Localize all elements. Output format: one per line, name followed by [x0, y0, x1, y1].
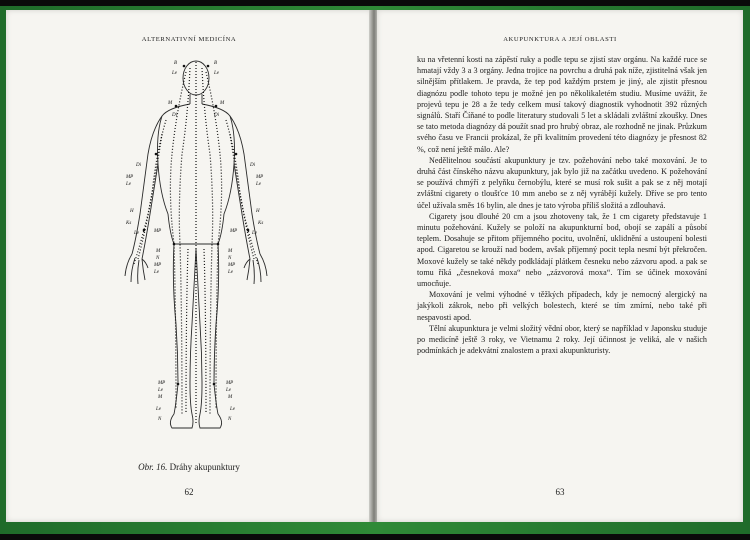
body-text	[417, 54, 707, 356]
meridian-label: Di	[136, 163, 141, 168]
meridian-label: Le	[228, 270, 233, 275]
meridian-label: N	[228, 417, 232, 422]
meridian-label: MP	[228, 263, 236, 268]
meridian-label: B	[214, 61, 218, 66]
paragraph: Tělní akupunktura je velmi složitý vědní obor, který se například v Japonsku studuje po medicíně ještě 3 roky, ve Vietnamu 2 roky. Její účinnost je veliká, ale v našich podmínkách je adekvátní znalostem a praxi akupunkturisty.	[417, 323, 707, 356]
meridian-paths	[134, 62, 258, 424]
meridian-label: Ks	[126, 221, 132, 226]
figure-caption-text: Dráhy akupunktury	[169, 462, 240, 472]
meridian-label: Le	[158, 388, 163, 393]
meridian-label: M	[228, 395, 233, 400]
meridian-label: Ks	[258, 221, 264, 226]
left-running-head: ALTERNATIVNÍ MEDICÍNA	[141, 36, 237, 43]
meridian-label: N	[156, 256, 160, 261]
paragraph: Nedělitelnou součástí akupunktury je tzv. požehování nebo také moxování. Je to druhá část čínského názvu akupunktury, jak bylo již na začátku uvedeno. K požehování se používá chmýří z pelyňku černobýlu, které se musí rok sušit a pak se z něj motají zvláštní cigarety o tloušťce 10 mm anebo se z něj vyrábějí kužely. Dříve se pro tento účel užívala směs 16 bylin, ale dnes je tato výroba příliš složitá a zdlouhavá.	[417, 155, 707, 210]
meridian-label: MP	[126, 175, 134, 180]
meridian-label: M	[158, 395, 163, 400]
figure-caption	[6, 462, 372, 472]
meridian-label: MP	[230, 229, 238, 234]
meridian-label: Le	[214, 71, 219, 76]
right-page-number: 63	[555, 487, 565, 497]
meridian-label: Di	[250, 163, 255, 168]
meridian-label: MP	[158, 381, 166, 386]
meridian-label: H	[130, 209, 134, 214]
meridian-label: Le	[156, 407, 161, 412]
meridian-label: MP	[154, 263, 162, 268]
paragraph: Cigarety jsou dlouhé 20 cm a jsou zhotoveny tak, že 1 cm cigarety představuje 1 minutu požehování. Kužely se položí na akupunkturní bod, obojí se zapálí a působí teplem. Dosahuje se přitom příjemného pocitu, uvolnění, uklidnění a ustoupení bolesti apod. Cigaretou se krouží nad bodem, avšak příjemný pocit tepla nesmí být překročen. Moxové kužely se také někdy podkládají plátkem česneku nebo zázvoru apod. a pak se tomu říká „česneková moxa“ nebo „zázvorová moxa“. Tím se účinek moxování umocňuje.	[417, 211, 707, 289]
meridian-label: Le	[126, 182, 131, 187]
meridian-label: Le	[230, 407, 235, 412]
left-page	[6, 10, 372, 522]
paragraph: Moxování je velmi výhodné v těžkých případech, kdy je nemocný alergický na jakýkoli zákrok, nebo při velkých bolestech, které se tím zmírní, nebo také při nespavosti apod.	[417, 290, 707, 322]
meridian-label: M	[156, 249, 161, 254]
meridian-label: Le	[134, 231, 139, 236]
meridian-label: H	[256, 209, 260, 214]
meridian-label: Le	[226, 388, 231, 393]
meridian-label: MP	[154, 229, 162, 234]
figure-right-foot	[199, 414, 222, 428]
meridian-label: MP	[256, 175, 264, 180]
meridian-label: MP	[226, 381, 234, 386]
paragraph: ku na vřetenní kosti na zápěstí ruky a podle tepu se zjistí stav orgánu. Na každé ruce se hmatají vždy 3 a 3 orgány. Jedna trojice na povrchu a druhá pak níže, zjistitelná však jen silnějším přítlakem. Je pravda, že tep pod každým prstem je jiný, ale zjistit přesnou diagnózu podle tohoto tepu je možné jen po několikaletém studiu. Musíme uvážit, že projevů tepu je 28 a že tedy celkem musí takový diagnostik vyhodnotit 392 různých signálů. Staří Číňané to podle literatury studovali 5 let a skládali zvláštní zkoušky. Dnes se tato metoda diagnózy dá použít snad pro hrubý obraz, ale rozhodně ne jinak. Průzkum svého času ve Francii prokázal, že při kvalitním provedení této diagnózy je přesnost 82 %, což není ještě málo. Ale?	[417, 55, 707, 154]
meridian-label: N	[228, 256, 232, 261]
meridian-label: N	[158, 417, 162, 422]
figure-left-foot	[170, 414, 193, 428]
figure-right-leg	[196, 249, 202, 414]
figure-caption-label: Obr. 16.	[138, 462, 168, 472]
right-running-head: AKUPUNKTURA A JEJÍ OBLASTI	[503, 36, 617, 43]
figure-right-hand	[244, 254, 267, 284]
meridian-label: Le	[154, 270, 159, 275]
meridian-label: M	[168, 101, 173, 106]
left-page-number: 62	[184, 487, 194, 497]
meridian-label: Di	[172, 113, 177, 118]
meridian-label: M	[220, 101, 225, 106]
meridian-label: Le	[172, 71, 177, 76]
right-page	[377, 10, 743, 522]
acupuncture-meridian-figure	[116, 54, 276, 432]
meridian-label: Le	[256, 182, 261, 187]
meridian-label: M	[228, 249, 233, 254]
meridian-label: B	[174, 61, 178, 66]
meridian-label: Di	[214, 113, 219, 118]
figure-left-hand	[125, 254, 148, 284]
meridian-label: Le	[252, 231, 257, 236]
